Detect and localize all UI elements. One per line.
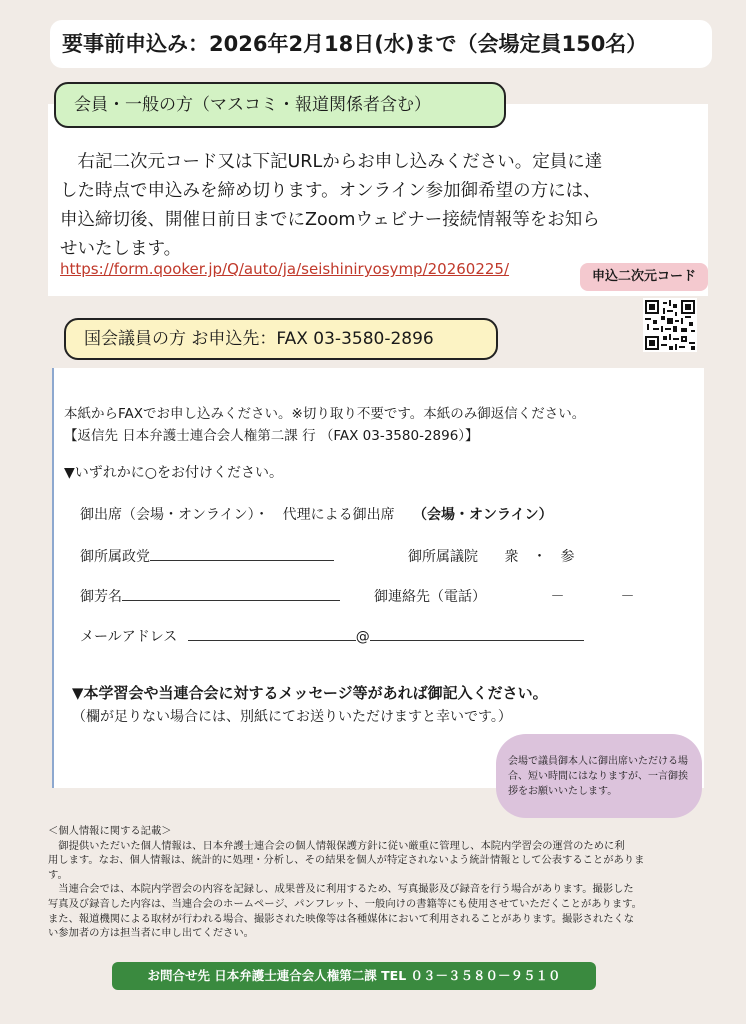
qr-code-image[interactable] [643,298,697,352]
party-input-line[interactable] [150,546,334,561]
contact-banner: お問合せ先 日本弁護士連合会人権第二課 TEL ０３－３５８０－９５１０ [112,962,596,990]
email-at-sign: @ [355,629,370,645]
diet-section-label: 国会議員の方 お申込先：FAX 03-3580-2896 [64,318,498,360]
privacy-line: 用します。なお、個人情報は、統計的に処理・分析し、その結果を個人が特定されないよう統計情報として公表することがありま [48,854,645,867]
privacy-line: す。 [48,868,68,881]
party-label: 御所属政党 [80,549,150,565]
qr-code-label: 申込二次元コード [580,263,708,291]
deadline-banner: 要事前申込み：2026年2月18日(水)まで（会場定員150名） [50,20,712,68]
privacy-line: 写真及び録音した内容は、当連合会のホームページ、パンフレット、一般向けの書籍等にも使用させていただくことがあります。 [48,897,642,910]
attendance-options [80,504,553,524]
message-subtext: （欄が足りない場合には、別紙にてお送りいただけますと幸いです。） [72,709,512,725]
privacy-line: 御提供いただいた個人情報は、日本弁護士連合会の個人情報保護方針に従い厳重に管理し、本院内学習会の運営のために利 [48,839,625,852]
name-field [80,586,340,606]
instruction-line: 右記二次元コード又は下記URLからお申し込みください。定員に達 [60,152,603,172]
phone-separators[interactable]: － － [550,589,635,605]
house-options[interactable]: 衆 ・ 参 [504,549,575,565]
privacy-notice [48,824,720,941]
privacy-line: また、報道機関による取材が行われる場合、撮影された映像等は各種媒体において利用されることがあります。撮影されたくな [48,912,635,925]
house-label: 御所属議院 [408,549,478,565]
general-instructions [60,148,700,264]
fax-instruction-line: 本紙からFAXでお申し込みください。※切り取り不要です。本紙のみ御返信ください。 [64,406,586,422]
attendance-option-proxy-venue[interactable]: （会場・オンライン） [413,507,553,523]
fax-instructions [64,403,585,447]
email-domain-input-line[interactable] [370,626,584,641]
name-input-line[interactable] [122,586,340,601]
privacy-line: い参加者の方は担当者に申し出てください。 [48,927,254,940]
party-field [80,546,334,566]
instruction-line: せいたします。 [60,239,182,259]
name-label: 御芳名 [80,589,122,605]
greeting-note-bubble: 会場で議員御本人に御出席いただける場合、短い時間にはなりますが、一言御挨拶をお願いいたします。 [496,734,702,818]
privacy-heading: ＜個人情報に関する記載＞ [48,825,172,837]
privacy-line: 当連合会では、本院内学習会の内容を記録し、成果普及に利用するため、写真撮影及び録音を行う場合があります。撮影した [48,883,634,896]
application-url-link[interactable]: https://form.qooker.jp/Q/auto/ja/seishiniryosymp/20260225/ [60,260,510,278]
instruction-line: した時点で申込みを締め切ります。オンライン参加御希望の方には、 [60,181,601,201]
attendance-option-in-person[interactable]: 御出席（会場・オンライン）・ 代理による御出席 [80,507,395,523]
email-user-input-line[interactable] [188,626,356,641]
phone-field [374,586,634,606]
house-field [408,546,574,566]
general-section-label: 会員・一般の方（マスコミ・報道関係者含む） [54,82,506,128]
choose-instruction: ▼いずれかに○をお付けください。 [64,465,283,481]
phone-label: 御連絡先（電話） [374,589,486,605]
message-heading: ▼本学習会や当連合会に対するメッセージ等があれば御記入ください。 [72,684,548,702]
fax-return-address: 【返信先 日本弁護士連合会人権第二課 行 （FAX 03-3580-2896）】 [64,428,479,444]
instruction-line: 申込締切後、開催日前日までにZoomウェビナー接続情報等をお知ら [60,210,600,230]
email-field [80,626,584,646]
email-label: メールアドレス [80,629,178,645]
